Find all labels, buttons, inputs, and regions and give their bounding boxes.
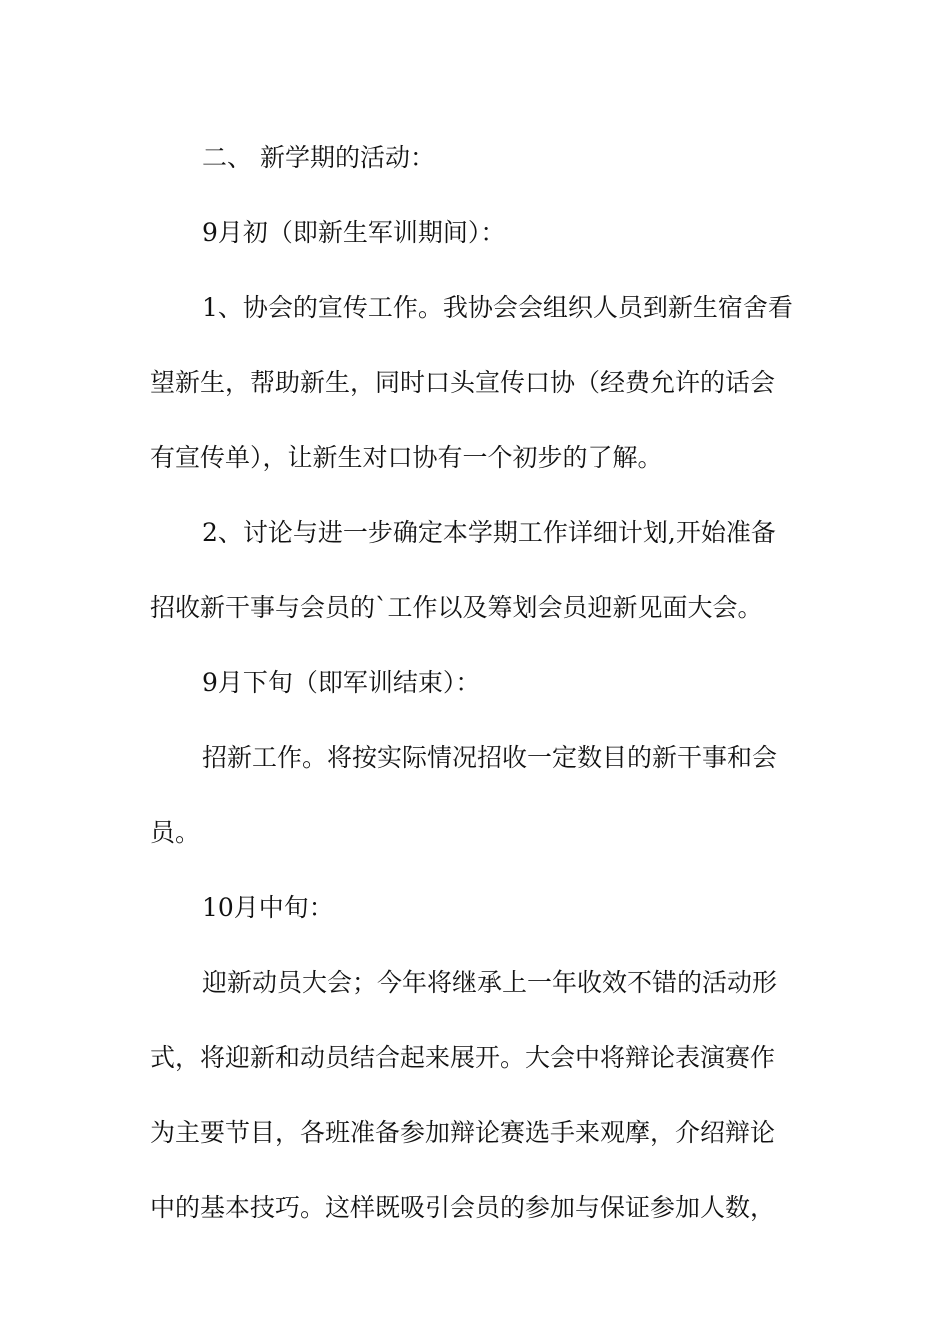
paragraph-line: 有宣传单），让新生对口协有一个初步的了解。 (150, 443, 663, 472)
paragraph-line: 中的基本技巧。这样既吸引会员的参加与保证参加人数， (150, 1193, 776, 1222)
paragraph-line: 员。 (150, 818, 201, 847)
paragraph-line: 1、协会的宣传工作。我协会会组织人员到新生宿舍看 (202, 293, 793, 322)
document-body (150, 120, 810, 1245)
paragraph-line: 2、讨论与进一步确定本学期工作详细计划,开始准备 (202, 518, 776, 547)
date-heading: 9月下旬（即军训结束）： (202, 668, 481, 697)
paragraph-line: 招收新干事与会员的`工作以及筹划会员迎新见面大会。 (150, 593, 763, 622)
paragraph-line: 为主要节目，各班准备参加辩论赛选手来观摩，介绍辩论 (150, 1118, 776, 1147)
paragraph-line: 招新工作。将按实际情况招收一定数目的新干事和会 (202, 743, 778, 772)
date-heading: 9月初（即新生军训期间）： (202, 218, 506, 247)
paragraph-line: 式，将迎新和动员结合起来展开。大会中将辩论表演赛作 (150, 1043, 776, 1072)
paragraph-line: 望新生，帮助新生，同时口头宣传口协（经费允许的话会 (150, 368, 776, 397)
date-heading: 10月中旬： (202, 893, 334, 922)
paragraph-line: 迎新动员大会；今年将继承上一年收效不错的活动形 (202, 968, 778, 997)
section-heading: 二、 新学期的活动： (202, 143, 435, 172)
